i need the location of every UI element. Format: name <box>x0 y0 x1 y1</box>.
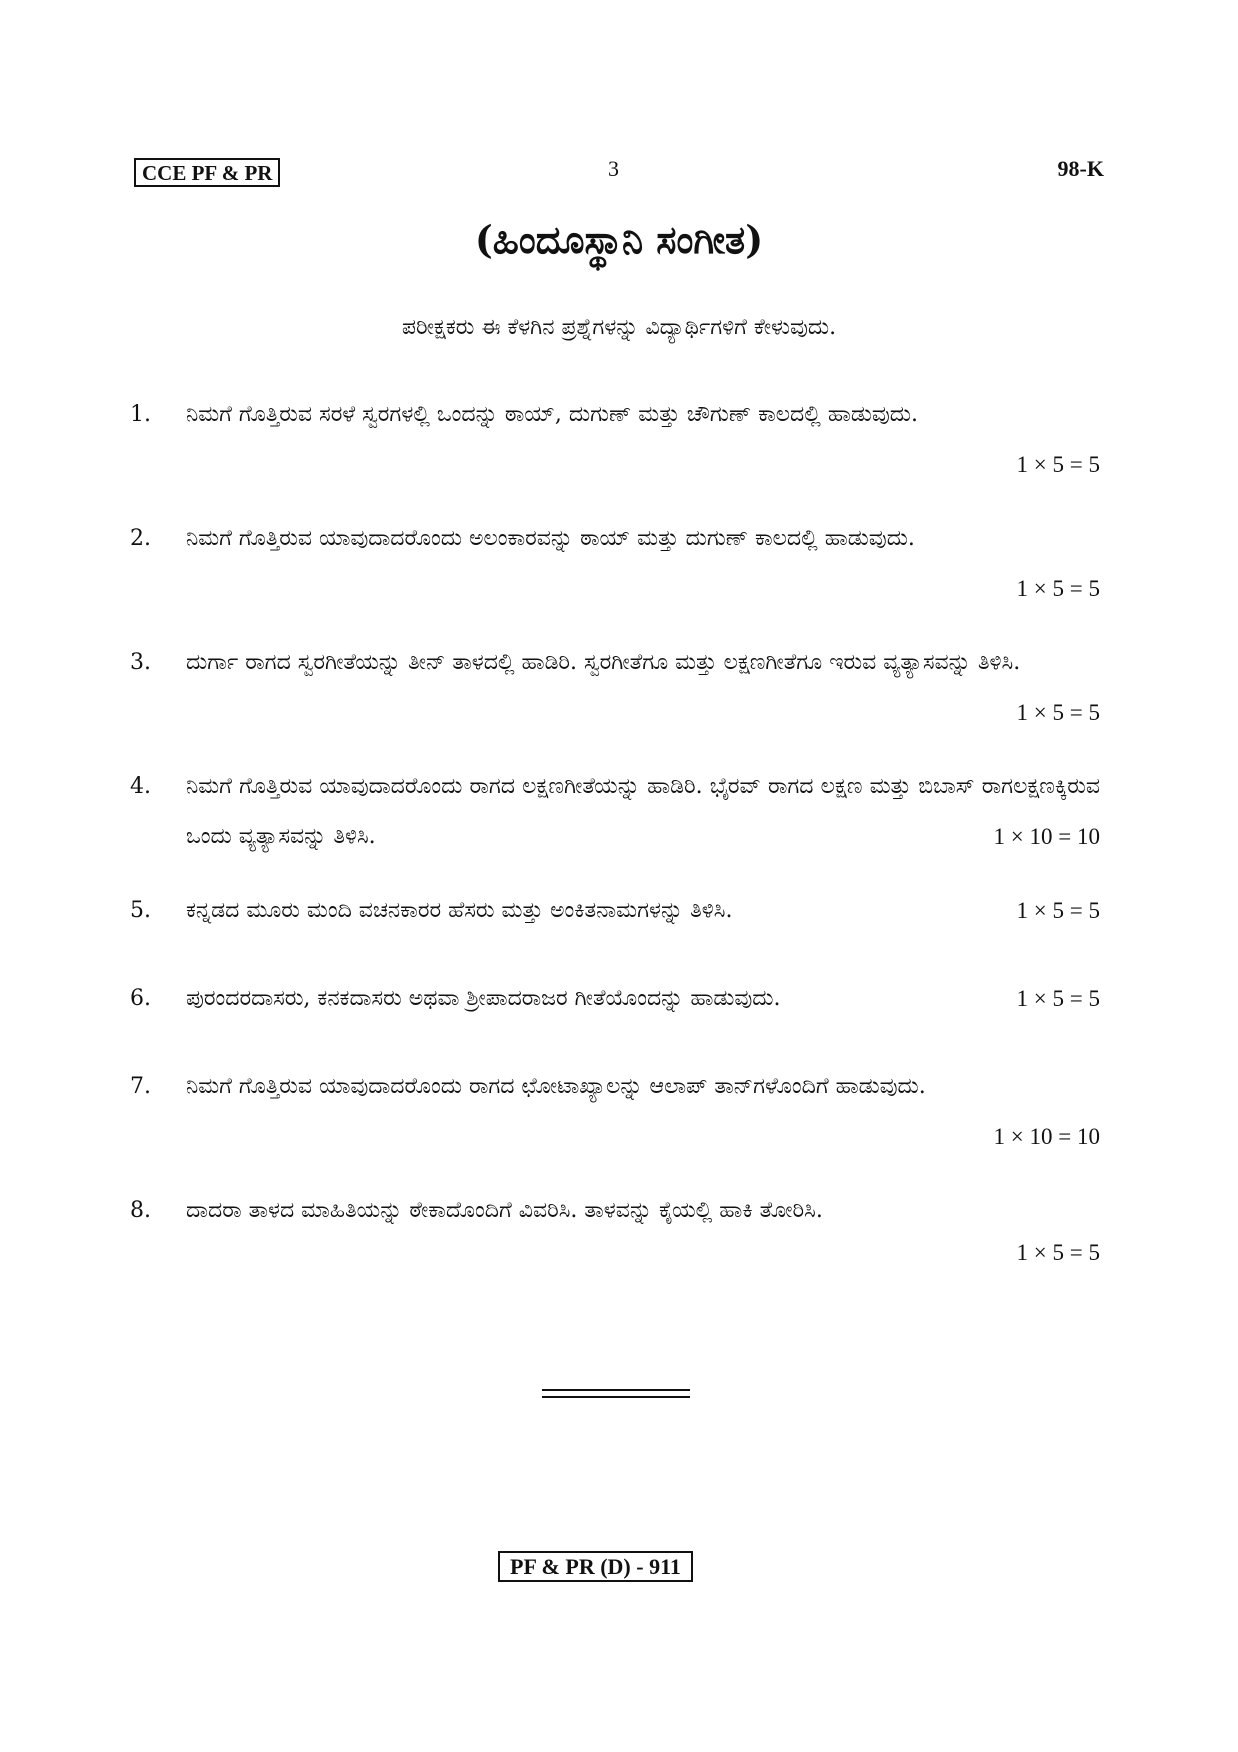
question-text: ಪುರಂದರದಾಸರು, ಕನಕದಾಸರು ಅಥವಾ ಶ್ರೀಪಾದರಾಜರ ಗೀತೆಯೊಂದನ್ನು ಹಾಡುವುದು. <box>186 986 781 1011</box>
question-marks: 1 × 10 = 10 <box>993 1124 1100 1149</box>
question-text: ದುರ್ಗಾ ರಾಗದ ಸ್ವರಗೀತೆಯನ್ನು ತೀನ್ ತಾಳದಲ್ಲಿ ಹಾಡಿರಿ. ಸ್ವರಗೀತೆಗೂ ಮತ್ತು ಲಕ್ಷಣಗೀತೆಗೂ ಇರುವ ವ್ಯತ್ಯಾಸವನ್ನು ತಿಳಿಸಿ. <box>186 650 1021 675</box>
question-marks: 1 × 5 = 5 <box>1016 452 1100 477</box>
question-marks: 1 × 5 = 5 <box>1016 700 1100 725</box>
question-marks: 1 × 5 = 5 <box>1016 986 1100 1011</box>
question-number: 8. <box>130 1198 151 1223</box>
page-title: (ಹಿಂದೂಸ್ಥಾನಿ ಸಂಗೀತ) <box>474 217 764 262</box>
page-number: 3 <box>608 156 619 181</box>
question-marks: 1 × 5 = 5 <box>1016 576 1100 601</box>
paper-code: 98-K <box>1057 156 1104 181</box>
question-number: 1. <box>130 402 151 427</box>
question-text: ಕನ್ನಡದ ಮೂರು ಮಂದಿ ವಚನಕಾರರ ಹೆಸರು ಮತ್ತು ಅಂಕಿತನಾಮಗಳನ್ನು ತಿಳಿಸಿ. <box>186 898 733 923</box>
question-number: 7. <box>130 1074 151 1099</box>
question-number: 6. <box>130 986 151 1011</box>
question-text: ನಿಮಗೆ ಗೊತ್ತಿರುವ ಯಾವುದಾದರೊಂದು ರಾಗದ ಲಕ್ಷಣಗೀತೆಯನ್ನು ಹಾಡಿರಿ. ಭೈರವ್ ರಾಗದ ಲಕ್ಷಣ ಮತ್ತು ಬಿಬಾಸ್ ರಾಗಲಕ್ಷಣಕ್ಕಿರುವ ಒಂದು ವ್ಯತ್ಯಾಸವನ್ನು ತಿಳಿಸಿ. <box>186 774 1100 849</box>
question-number: 5. <box>130 898 151 923</box>
question-marks: 1 × 10 = 10 <box>993 824 1100 849</box>
question-text: ದಾದರಾ ತಾಳದ ಮಾಹಿತಿಯನ್ನು ಠೇಕಾದೊಂದಿಗೆ ವಿವರಿಸಿ. ತಾಳವನ್ನು ಕೈಯಲ್ಲಿ ಹಾಕಿ ತೋರಿಸಿ. <box>186 1198 823 1223</box>
question-number: 3. <box>130 650 151 675</box>
question-text: ನಿಮಗೆ ಗೊತ್ತಿರುವ ಯಾವುದಾದರೊಂದು ಅಲಂಕಾರವನ್ನು ಠಾಯ್ ಮತ್ತು ದುಗುಣ್ ಕಾಲದಲ್ಲಿ ಹಾಡುವುದು. <box>186 526 915 551</box>
question-text: ನಿಮಗೆ ಗೊತ್ತಿರುವ ಯಾವುದಾದರೊಂದು ರಾಗದ ಛೋಟಾಖ್ಯಾಲನ್ನು ಆಲಾಪ್ ತಾನ್‌ಗಳೊಂದಿಗೆ ಹಾಡುವುದು. <box>186 1074 926 1099</box>
question-marks: 1 × 5 = 5 <box>1016 1240 1100 1265</box>
page-header <box>134 156 1104 190</box>
end-double-rule <box>542 1389 690 1398</box>
question-number: 2. <box>130 526 151 551</box>
examiner-instruction: ಪರೀಕ್ಷಕರು ಈ ಕೆಳಗಿನ ಪ್ರಶ್ನೆಗಳನ್ನು ವಿದ್ಯಾರ್ಥಿಗಳಿಗೆ ಕೇಳುವುದು. <box>401 315 837 340</box>
exam-board-label: CCE PF & PR <box>134 158 280 187</box>
question-text: ನಿಮಗೆ ಗೊತ್ತಿರುವ ಸರಳೆ ಸ್ವರಗಳಲ್ಲಿ ಒಂದನ್ನು ಠಾಯ್, ದುಗುಣ್ ಮತ್ತು ಚೌಗುಣ್ ಕಾಲದಲ್ಲಿ ಹಾಡುವುದು. <box>186 402 918 427</box>
question-number: 4. <box>130 774 151 799</box>
footer-paper-code: PF & PR (D) - 911 <box>498 1551 693 1582</box>
question-marks: 1 × 5 = 5 <box>1016 898 1100 923</box>
